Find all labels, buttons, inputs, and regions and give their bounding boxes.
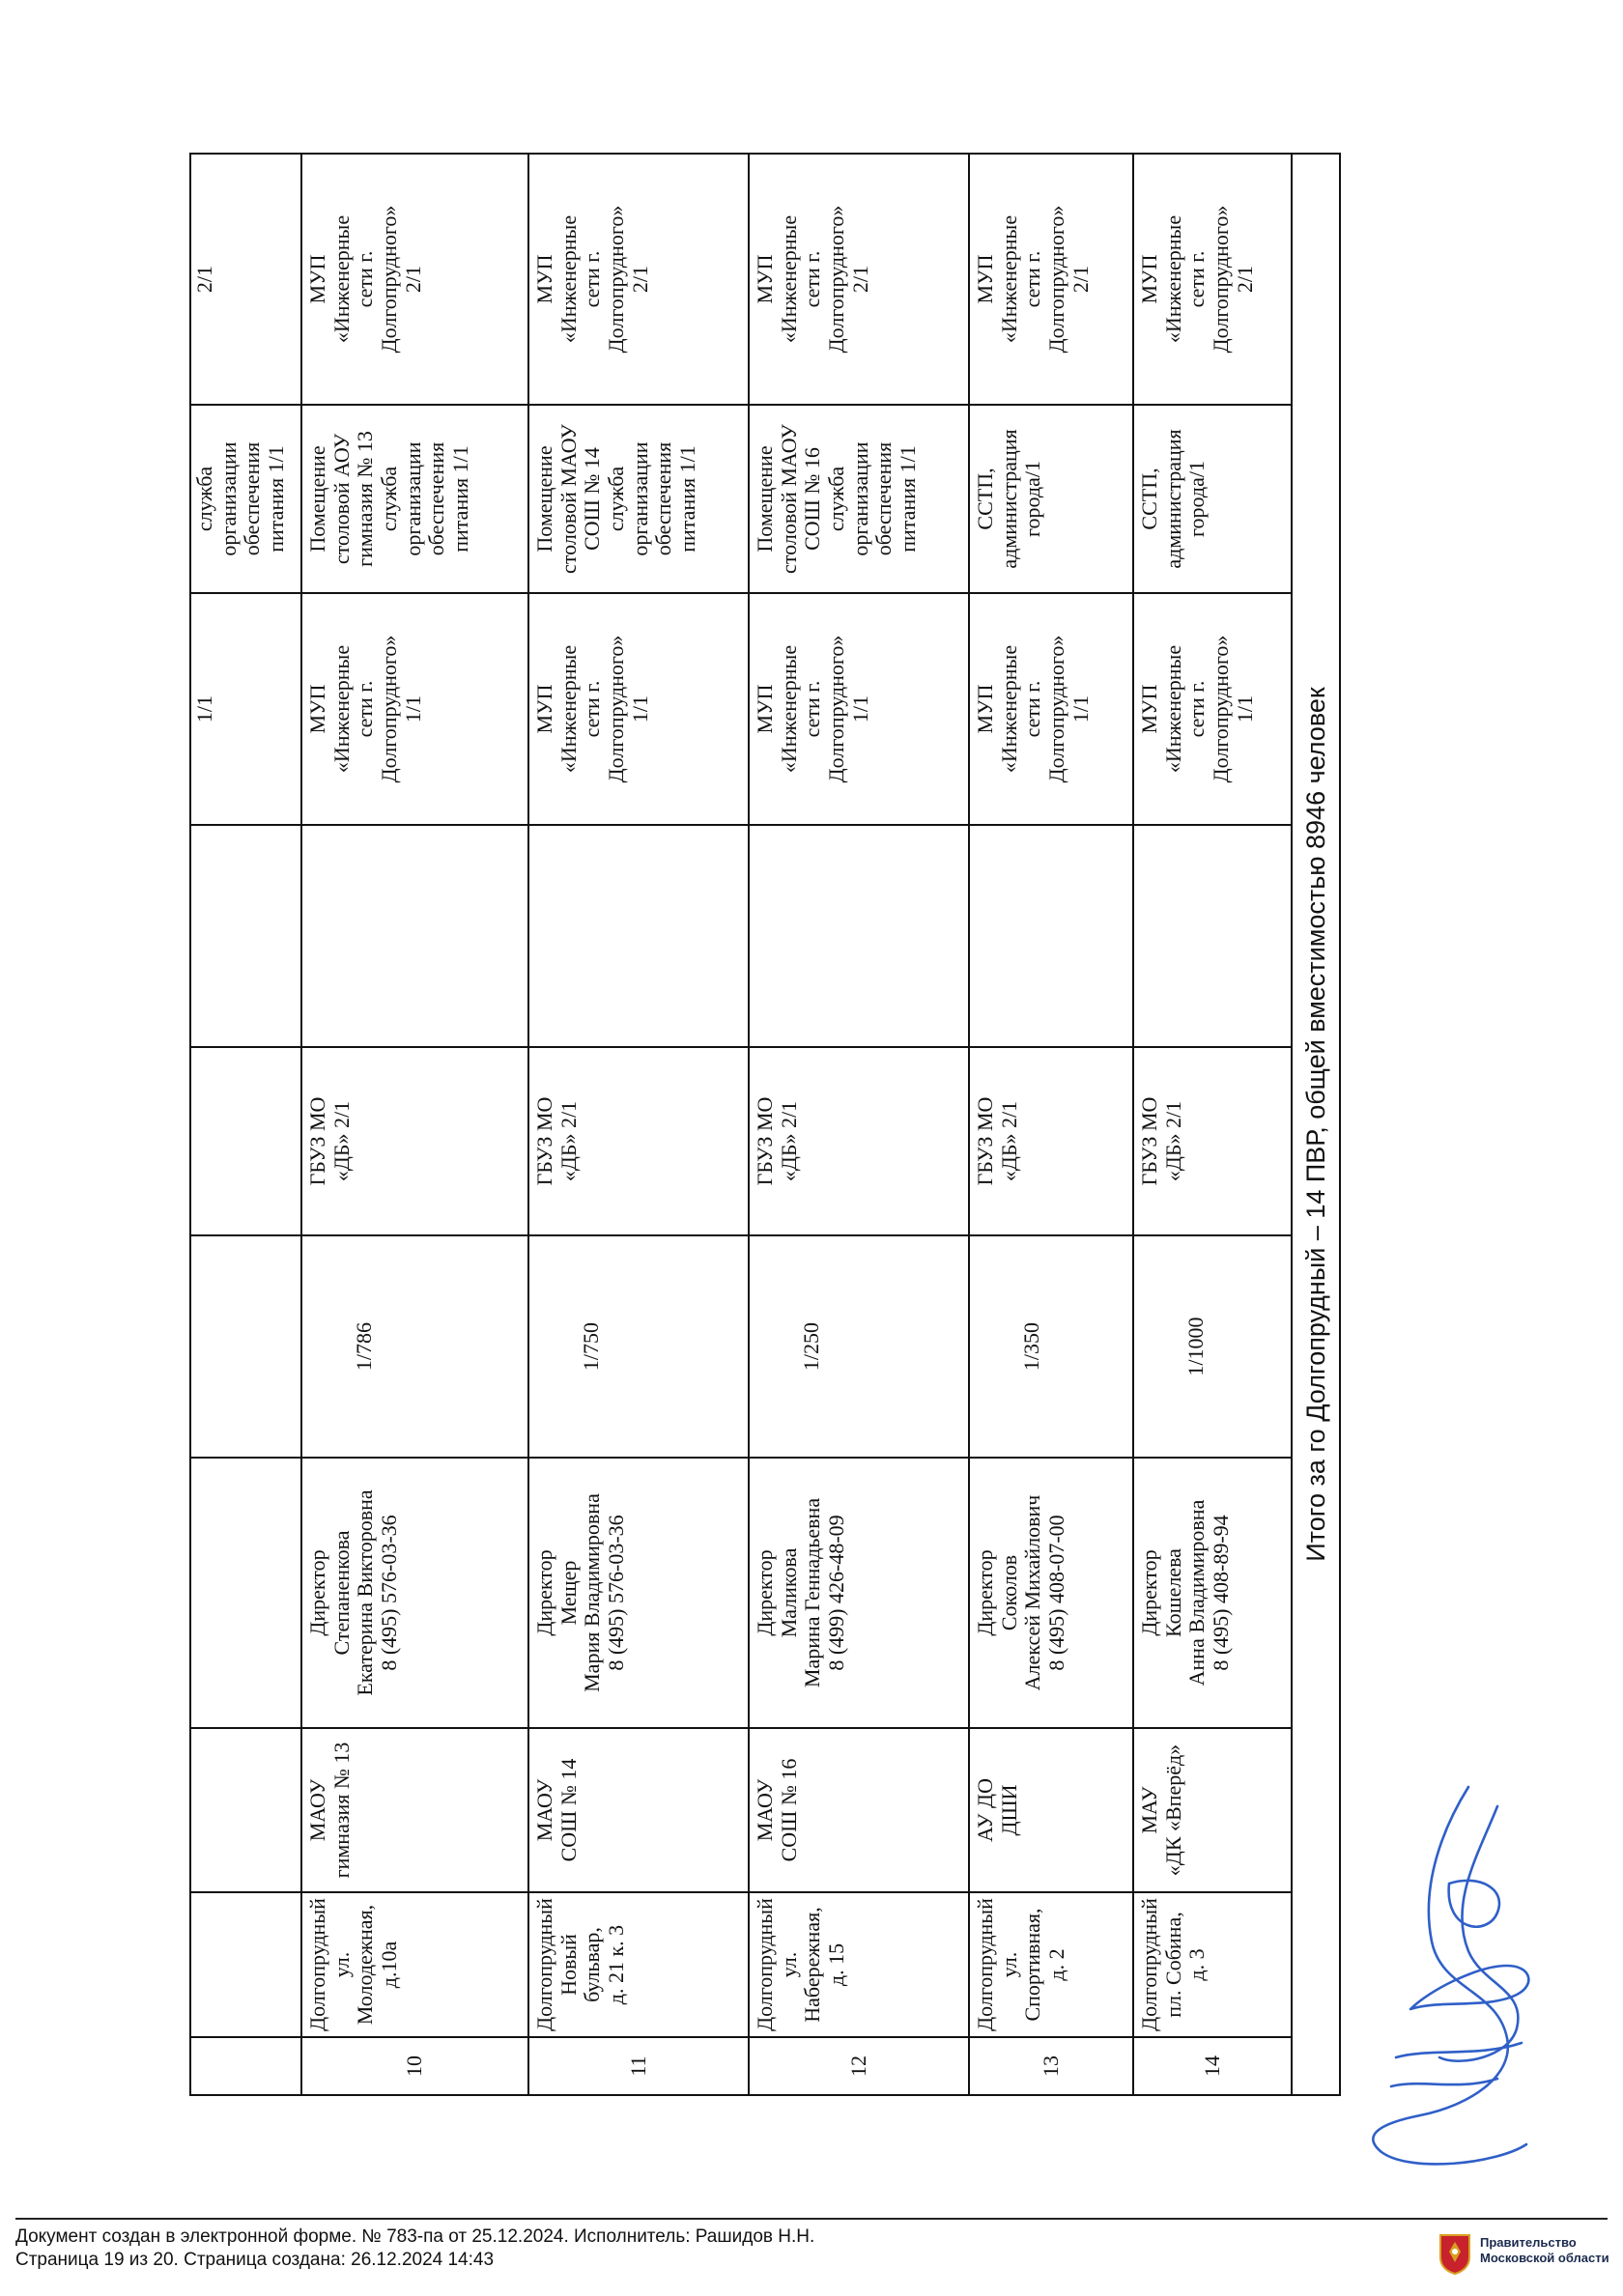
institution-cell: МАОУ СОШ № 16 bbox=[749, 1728, 969, 1892]
capacity-cell bbox=[301, 1235, 528, 1458]
cont-cell-institution bbox=[190, 1728, 301, 1892]
row-number: 10 bbox=[301, 2037, 528, 2095]
spare-cell bbox=[749, 825, 969, 1047]
cont-cell-contact bbox=[190, 1458, 301, 1728]
row-number: 11 bbox=[528, 2037, 749, 2095]
address-cell: Долгопрудный пл. Собина, д. 3 bbox=[1133, 1892, 1292, 2037]
footer bbox=[15, 2225, 814, 2272]
row-number: 12 bbox=[749, 2037, 969, 2095]
cont-cell-spare bbox=[190, 825, 301, 1047]
row-number: 14 bbox=[1133, 2037, 1292, 2095]
footer-org-name bbox=[1480, 2235, 1615, 2266]
spare-cell bbox=[969, 825, 1133, 1047]
table-total-row bbox=[1292, 154, 1340, 2095]
capacity-cell bbox=[1133, 1235, 1292, 1458]
shelter-points-table bbox=[189, 153, 1341, 2096]
table-row-continuation bbox=[190, 154, 301, 2095]
moscow-region-emblem-icon bbox=[1438, 2232, 1472, 2275]
contact-cell: Директор Маликова Марина Геннадьевна 8 (499) 426-48-09 bbox=[749, 1458, 969, 1728]
food-cell: Помещение столовой МАОУ СОШ № 16 служба организации обеспечения питания 1/1 bbox=[749, 405, 969, 593]
utilities-cell: МУП «Инженерные сети г. Долгопрудного» 1/1 bbox=[301, 593, 528, 825]
utilities-cell: МУП «Инженерные сети г. Долгопрудного» 1/1 bbox=[749, 593, 969, 825]
row-number: 13 bbox=[969, 2037, 1133, 2095]
food-cell: ССТП, администрация города/1 bbox=[969, 405, 1133, 593]
spare-cell bbox=[528, 825, 749, 1047]
utilities-cell: МУП «Инженерные сети г. Долгопрудного» 1/1 bbox=[1133, 593, 1292, 825]
contact-cell: Директор Степаненкова Екатерина Викторовна 8 (495) 576-03-36 bbox=[301, 1458, 528, 1728]
medical-cell: ГБУЗ МО «ДБ» 2/1 bbox=[749, 1047, 969, 1235]
capacity-value: 1/350 bbox=[1019, 1321, 1043, 1372]
capacity-value: 1/750 bbox=[579, 1321, 603, 1372]
institution-cell: МАОУ гимназия № 13 bbox=[301, 1728, 528, 1892]
cont-cell-utilities: 1/1 bbox=[190, 593, 301, 825]
institution-cell: АУ ДО ДШИ bbox=[969, 1728, 1133, 1892]
rotated-table-container bbox=[189, 155, 1339, 2096]
institution-cell: МАУ «ДК «Вперёд» bbox=[1133, 1728, 1292, 1892]
address-cell: Долгопрудный ул. Набережная, д. 15 bbox=[749, 1892, 969, 2037]
org-name-line2: Московской области bbox=[1480, 2251, 1609, 2265]
table-row bbox=[1133, 154, 1292, 2095]
medical-cell: ГБУЗ МО «ДБ» 2/1 bbox=[1133, 1047, 1292, 1235]
footer-page-info: Страница 19 из 20. Страница создана: 26.12.2024 14:43 bbox=[15, 2250, 495, 2270]
spare-cell bbox=[1133, 825, 1292, 1047]
utilities-cell: МУП «Инженерные сети г. Долгопрудного» 1/1 bbox=[969, 593, 1133, 825]
capacity-value: 1/1000 bbox=[1183, 1317, 1208, 1376]
cont-cell-services: 2/1 bbox=[190, 154, 301, 405]
spare-cell bbox=[301, 825, 528, 1047]
services-cell: МУП «Инженерные сети г. Долгопрудного» 2/1 bbox=[749, 154, 969, 405]
cont-cell-food: служба организации обеспечения питания 1/1 bbox=[190, 405, 301, 593]
services-cell: МУП «Инженерные сети г. Долгопрудного» 2/1 bbox=[301, 154, 528, 405]
table-row bbox=[969, 154, 1133, 2095]
services-cell: МУП «Инженерные сети г. Долгопрудного» 2/1 bbox=[1133, 154, 1292, 405]
table-row bbox=[749, 154, 969, 2095]
cont-cell-address bbox=[190, 1892, 301, 2037]
capacity-value: 1/250 bbox=[799, 1321, 823, 1372]
address-cell: Долгопрудный ул. Молодежная, д.10а bbox=[301, 1892, 528, 2037]
medical-cell: ГБУЗ МО «ДБ» 2/1 bbox=[969, 1047, 1133, 1235]
handwritten-signature bbox=[1352, 1768, 1555, 2183]
org-name-line1: Правительство bbox=[1480, 2235, 1577, 2250]
contact-cell: Директор Кошелева Анна Владимировна 8 (495) 408-89-94 bbox=[1133, 1458, 1292, 1728]
footer-doc-info: Документ создан в электронной форме. № 783-па от 25.12.2024. Исполнитель: Рашидов Н.Н. bbox=[15, 2226, 815, 2247]
utilities-cell: МУП «Инженерные сети г. Долгопрудного» 1/1 bbox=[528, 593, 749, 825]
contact-cell: Директор Соколов Алексей Михайлович 8 (495) 408-07-00 bbox=[969, 1458, 1133, 1728]
address-cell: Долгопрудный ул. Спортивная, д. 2 bbox=[969, 1892, 1133, 2037]
total-summary: Итого за го Долгопрудный – 14 ПВР, общей вместимостью 8946 человек bbox=[1292, 154, 1340, 2095]
food-cell: ССТП, администрация города/1 bbox=[1133, 405, 1292, 593]
address-cell: Долгопрудный Новый бульвар, д. 21 к. 3 bbox=[528, 1892, 749, 2037]
food-cell: Помещение столовой МАОУ СОШ № 14 служба организации обеспечения питания 1/1 bbox=[528, 405, 749, 593]
food-cell: Помещение столовой АОУ гимназия № 13 служба организации обеспечения питания 1/1 bbox=[301, 405, 528, 593]
capacity-value: 1/786 bbox=[352, 1321, 376, 1372]
services-cell: МУП «Инженерные сети г. Долгопрудного» 2/1 bbox=[969, 154, 1133, 405]
contact-cell: Директор Мещер Мария Владимировна 8 (495) 576-03-36 bbox=[528, 1458, 749, 1728]
medical-cell: ГБУЗ МО «ДБ» 2/1 bbox=[528, 1047, 749, 1235]
capacity-cell bbox=[749, 1235, 969, 1458]
institution-cell: МАОУ СОШ № 14 bbox=[528, 1728, 749, 1892]
cont-cell-medical bbox=[190, 1047, 301, 1235]
footer-divider bbox=[15, 2218, 1608, 2220]
medical-cell: ГБУЗ МО «ДБ» 2/1 bbox=[301, 1047, 528, 1235]
table-row bbox=[528, 154, 749, 2095]
table-row bbox=[301, 154, 528, 2095]
services-cell: МУП «Инженерные сети г. Долгопрудного» 2/1 bbox=[528, 154, 749, 405]
cont-cell-capacity bbox=[190, 1235, 301, 1458]
capacity-cell bbox=[528, 1235, 749, 1458]
capacity-cell bbox=[969, 1235, 1133, 1458]
cont-cell-number bbox=[190, 2037, 301, 2095]
